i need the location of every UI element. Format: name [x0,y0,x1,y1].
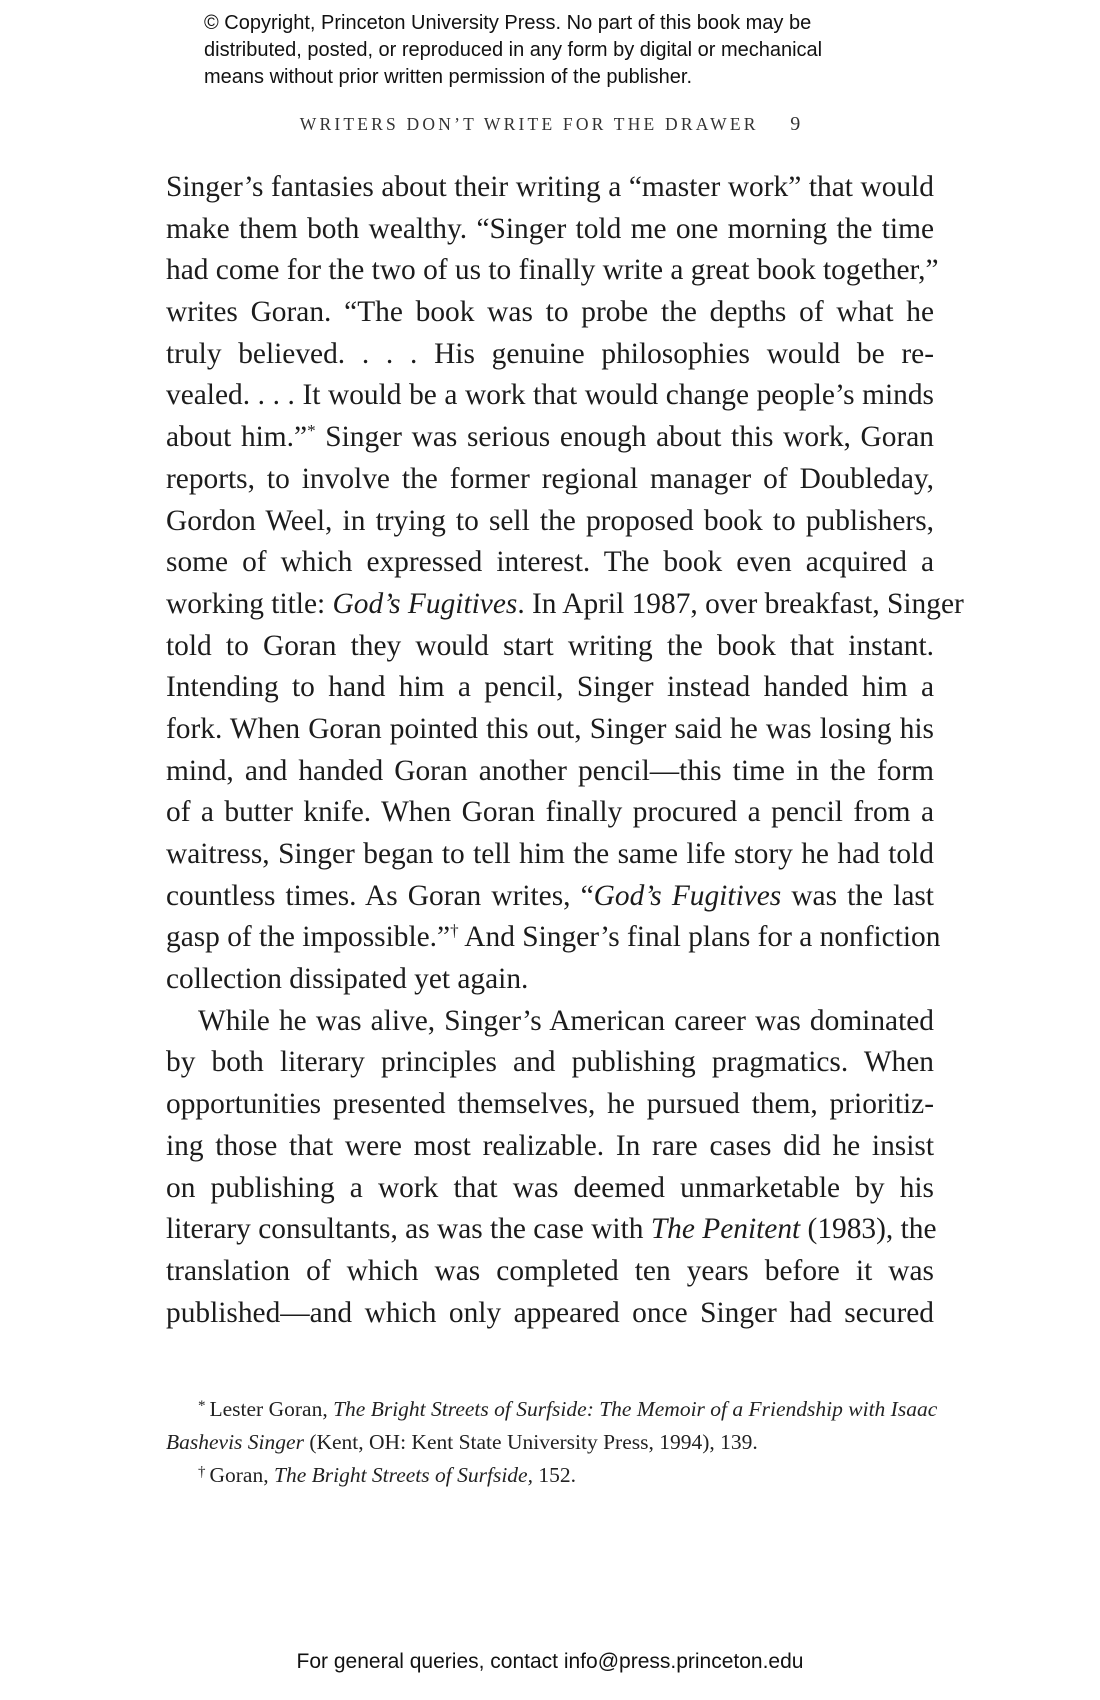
book-title-italic: God’s Fugitives [593,879,782,912]
text-segment: countless times. As Goran writes, “ [166,879,594,912]
footnote-marker-2[interactable]: † [450,921,459,941]
text-line: reports, to involve the former regional manager of Doubleday, [166,462,934,495]
text-segment: 152. [532,1463,576,1487]
text-segment: . In April 1987, over breakfast, Singer [517,587,964,620]
text-segment: (Kent, OH: Kent State University Press, 1994), 139. [303,1430,758,1454]
text-line [166,876,934,918]
text-line: opportunities presented themselves, he pursued them, prioritiz- [166,1088,934,1121]
text-line: Intending to hand him a pencil, Singer instead handed him a [166,671,934,704]
text-line: told to Goran they would start writing the book that instant. [166,629,934,662]
footnotes [166,1393,938,1492]
text-segment: And Singer’s final plans for a nonfiction [458,921,941,954]
text-line: Gordon Weel, in trying to sell the proposed book to publishers, [166,504,934,537]
footnote-symbol: † [198,1464,206,1480]
text-segment: gasp of the impossible.” [166,921,451,954]
text-line [166,917,941,959]
copyright-line: distributed, posted, or reproduced in any form by digital or mechanical [204,39,823,61]
text-segment: (1983), the [800,1213,937,1246]
text-segment: Singer was serious enough about this work, Goran [315,421,935,454]
footnote-2 [166,1459,934,1492]
text-line: on publishing a work that was deemed unmarketable by his [166,1171,934,1204]
footnote-symbol: * [198,1398,206,1414]
text-line [166,584,964,626]
body-text [166,167,964,1334]
text-segment: literary consultants, as was the case with [166,1213,651,1246]
text-line: truly believed. . . . His genuine philosophies would be re- [166,337,934,370]
text-line: vealed. . . . It would be a work that would change people’s minds [166,379,934,412]
text-line: some of which expressed interest. The book even acquired a [166,546,934,579]
running-head-title: WRITERS DON’T WRITE FOR THE DRAWER [299,114,759,134]
text-segment: Goran, [209,1463,274,1487]
text-line: by both literary principles and publishing pragmatics. When [166,1046,934,1079]
book-title-italic: The Bright Streets of Surfside, [273,1463,533,1487]
text-line: collection dissipated yet again. [166,963,529,996]
copyright-line: © Copyright, Princeton University Press. No part of this book may be [204,12,812,34]
text-line: translation of which was completed ten years before it was [166,1254,934,1287]
footnote-1-continued [166,1426,934,1459]
text-segment: about him.” [166,421,308,454]
text-line: fork. When Goran pointed this out, Singer said he was losing his [166,712,934,745]
text-line: Singer’s fantasies about their writing a “master work” that would [166,171,934,203]
book-title-italic: The Bright Streets of Surfside: The Memoir of a Friendship with Isaac [333,1397,938,1421]
text-line: make them both wealthy. “Singer told me one morning the time [166,212,934,245]
text-segment: was the last [781,879,934,912]
text-line: mind, and handed Goran another pencil—this time in the form [166,754,934,787]
book-title-italic: God’s Fugitives [332,587,518,620]
text-line: ing those that were most realizable. In rare cases did he insist [166,1129,934,1162]
text-line: published—and which only appeared once Singer had secured [166,1296,934,1329]
text-segment: Lester Goran, [209,1397,334,1421]
text-line [166,417,934,459]
page-number: 9 [790,113,801,135]
book-title-italic: Bashevis Singer [166,1430,304,1454]
footnote-marker-1[interactable]: * [307,421,316,441]
text-segment: working title: [166,587,333,620]
contact-line: For general queries, contact info@press.princeton.edu [296,1650,804,1673]
copyright-line: means without prior written permission of the publisher. [204,66,693,88]
running-head [0,113,1100,136]
text-line [166,1209,937,1251]
text-line: While he was alive, Singer’s American career was dominated [198,1004,934,1037]
text-line: waitress, Singer began to tell him the same life story he had told [166,838,934,870]
footnote-1 [166,1393,938,1426]
text-line: writes Goran. “The book was to probe the depths of what he [166,296,934,329]
copyright-notice [204,10,964,91]
book-title-italic: The Penitent [650,1213,801,1246]
text-line: had come for the two of us to finally write a great book together,” [166,254,939,287]
text-line: of a butter knife. When Goran finally procured a pencil from a [166,796,934,829]
